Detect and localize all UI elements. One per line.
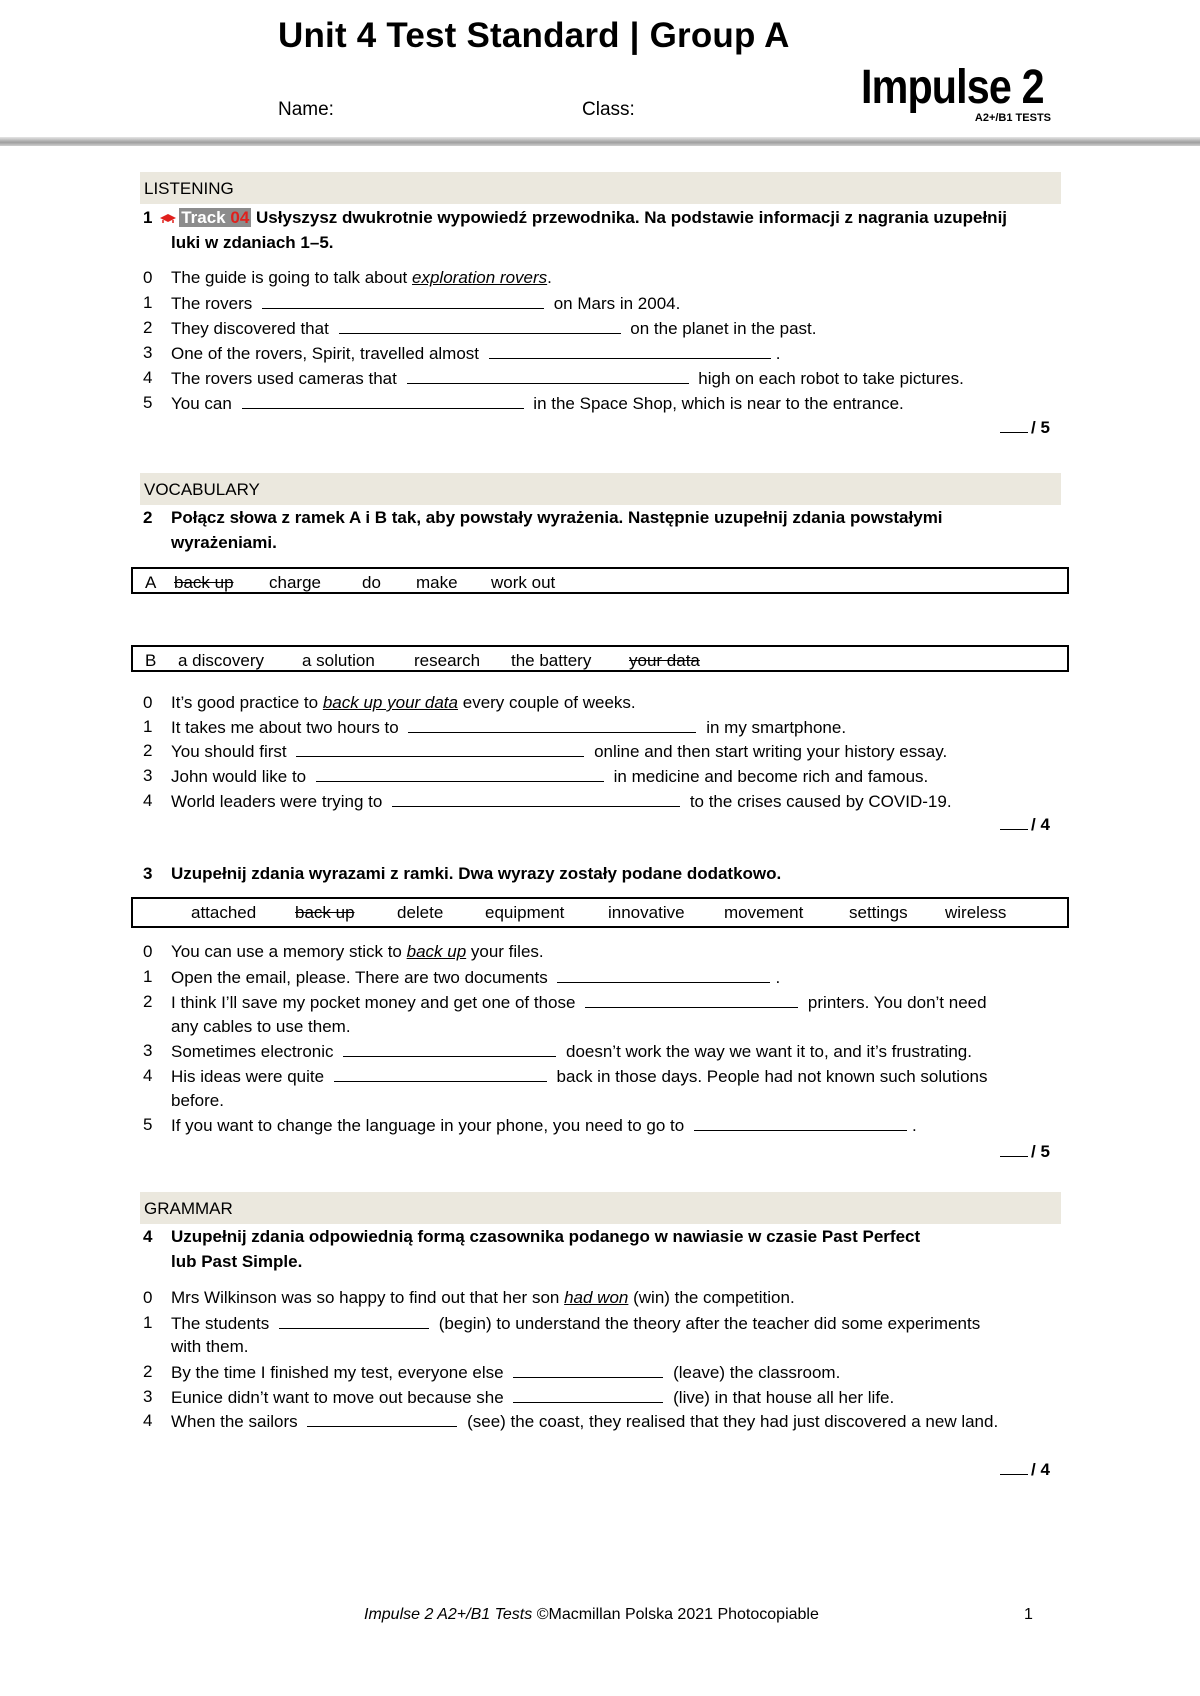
exercise-item: Mrs Wilkinson was so happy to find out that her son had won (win) the competition. [171,1288,795,1307]
box-a-label: A [145,573,157,592]
exercise-item-cont: with them. [171,1337,249,1356]
section-title: LISTENING [144,179,234,198]
item-number: 2 [143,1362,153,1381]
logo-text: Impulse 2 [861,61,1044,114]
item-number: 1 [143,717,153,736]
answer-blank[interactable] [557,967,770,983]
score-task-2: / 4 [1000,814,1050,835]
task-4-number: 4 [143,1227,153,1246]
answer-blank[interactable] [408,717,696,733]
exercise-item: The rovers used cameras that high on each robot to take pictures. [171,369,964,388]
exercise-item: By the time I finished my test, everyone else (leave) the classroom. [171,1363,841,1382]
task-2-instruction: Połącz słowa z ramek A i B tak, aby powstały wyrażenia. Następnie uzupełnij zdania powstałymi [171,508,943,527]
page-title: Unit 4 Test Standard | Group A [278,16,790,55]
item-number: 4 [143,791,153,810]
exercise-item: You can in the Space Shop, which is near to the entrance. [171,394,904,413]
exercise-item: World leaders were trying to to the crises caused by COVID-19. [171,792,952,811]
item-number: 5 [143,393,153,412]
task-3-number: 3 [143,864,153,883]
section-vocabulary-heading [140,473,1061,505]
page-number: 1 [1024,1606,1033,1623]
example-answer: had won [564,1288,629,1307]
box-b-label: B [145,651,157,670]
answer-blank[interactable] [694,1115,907,1131]
box-word: attached [191,903,257,922]
exercise-item: I think I’ll save my pocket money and get one of those printers. You don’t need [171,993,987,1012]
class-label: Class: [582,99,635,120]
section-title: GRAMMAR [144,1199,233,1218]
score-grammar: / 4 [1000,1459,1050,1480]
answer-blank[interactable] [307,1411,457,1427]
exercise-item: His ideas were quite back in those days. People had not known such solutions [171,1067,988,1086]
box-b-word: research [414,651,481,670]
answer-blank[interactable] [392,791,680,807]
exercise-item: Open the email, please. There are two documents . [171,968,781,987]
audio-headphones-icon [159,213,177,224]
exercise-item: You should first online and then start writing your history essay. [171,742,948,761]
box-a-word: work out [491,573,556,592]
section-listening-heading [140,172,1061,204]
item-number: 1 [143,1313,153,1332]
item-number: 0 [143,693,153,712]
task-4-instruction: Uzupełnij zdania odpowiednią formą czasownika podanego w nawiasie w czasie Past Perfect [171,1227,921,1246]
name-label: Name: [278,99,334,120]
item-number: 3 [143,1041,153,1060]
example-answer: exploration rovers [412,268,548,287]
box-a-word: charge [269,573,321,592]
task-2-number: 2 [143,508,153,527]
item-number: 2 [143,318,153,337]
item-number: 1 [143,293,153,312]
task-4-instruction-cont: lub Past Simple. [171,1252,303,1271]
answer-blank[interactable] [334,1066,547,1082]
box-word: innovative [608,903,685,922]
exercise-item: Sometimes electronic doesn’t work the way we want it to, and it’s frustrating. [171,1042,972,1061]
word-box-task-3 [131,897,1069,928]
track-label: Track 04 [181,208,250,227]
item-number: 4 [143,1411,153,1430]
answer-blank[interactable] [279,1313,429,1329]
box-word: wireless [945,903,1007,922]
footer-copyright: Impulse 2 A2+/B1 Tests ©Macmillan Polska 2021 Photocopiable [364,1606,819,1623]
item-number: 3 [143,766,153,785]
task-number: 1 [143,208,153,227]
box-word: back up [295,903,355,922]
item-number: 0 [143,1288,153,1307]
task-1-instruction: 1 Track 04 Usłyszysz dwukrotnie wypowiedź przewodnika. Na podstawie informacji z nagrania uzupełnij [143,208,1008,227]
item-number: 0 [143,268,153,287]
answer-blank[interactable] [513,1387,663,1403]
exercise-item: Eunice didn’t want to move out because she (live) in that house all her life. [171,1388,895,1407]
box-b-word: a discovery [178,651,264,670]
answer-blank[interactable] [296,741,584,757]
logo-subtitle: A2+/B1 TESTS [974,112,1051,124]
exercise-item: The rovers on Mars in 2004. [171,294,681,313]
item-number: 5 [143,1115,153,1134]
answer-blank[interactable] [489,343,771,359]
exercise-item: They discovered that on the planet in the past. [171,319,817,338]
item-number: 3 [143,1387,153,1406]
answer-blank[interactable] [585,992,798,1008]
exercise-item-cont: before. [171,1091,224,1110]
box-b-word: your data [629,651,700,670]
exercise-item: The guide is going to talk about exploration rovers. [171,268,552,287]
item-number: 4 [143,368,153,387]
exercise-item: It takes me about two hours to in my smartphone. [171,718,847,737]
exercise-item: It’s good practice to back up your data every couple of weeks. [171,693,636,712]
example-answer: back up [406,942,467,961]
item-number: 3 [143,343,153,362]
box-b-word: a solution [302,651,375,670]
example-answer: back up your data [322,693,458,712]
item-number: 0 [143,942,153,961]
exercise-item: You can use a memory stick to back up your files. [171,942,544,961]
score-task-3: / 5 [1000,1141,1050,1162]
exercise-item-cont: any cables to use them. [171,1017,351,1036]
answer-blank[interactable] [407,368,689,384]
box-a-word: make [416,573,458,592]
box-word: movement [724,903,804,922]
answer-blank[interactable] [343,1041,556,1057]
item-number: 4 [143,1066,153,1085]
exercise-item: The students (begin) to understand the theory after the teacher did some experiments [171,1314,981,1333]
exercise-item: John would like to in medicine and become rich and famous. [171,767,929,786]
box-word: equipment [485,903,565,922]
task-3-instruction: Uzupełnij zdania wyrazami z ramki. Dwa wyrazy zostały podane dodatkowo. [171,864,782,883]
exercise-item: If you want to change the language in your phone, you need to go to . [171,1116,917,1135]
score-listening: / 5 [1000,417,1050,438]
answer-blank[interactable] [262,293,544,309]
item-number: 1 [143,967,153,986]
answer-blank[interactable] [339,318,621,334]
box-word: settings [849,903,908,922]
exercise-item: One of the rovers, Spirit, travelled almost . [171,344,781,363]
word-box-a [131,567,1069,594]
answer-blank[interactable] [242,393,524,409]
box-b-word: the battery [511,651,592,670]
header-divider [0,137,1200,146]
box-word: delete [397,903,444,922]
word-box-b [131,645,1069,672]
impulse-logo [861,60,1051,130]
task-2-instruction-cont: wyrażeniami. [171,533,277,552]
task-1-instruction-cont: luki w zdaniach 1–5. [171,233,334,252]
section-title: VOCABULARY [144,480,260,499]
section-grammar-heading [140,1192,1061,1224]
box-a-word: back up [174,573,234,592]
answer-blank[interactable] [513,1362,663,1378]
exercise-item: When the sailors (see) the coast, they realised that they had just discovered a new land. [171,1412,999,1431]
answer-blank[interactable] [316,766,604,782]
item-number: 2 [143,741,153,760]
box-a-word: do [362,573,381,592]
item-number: 2 [143,992,153,1011]
